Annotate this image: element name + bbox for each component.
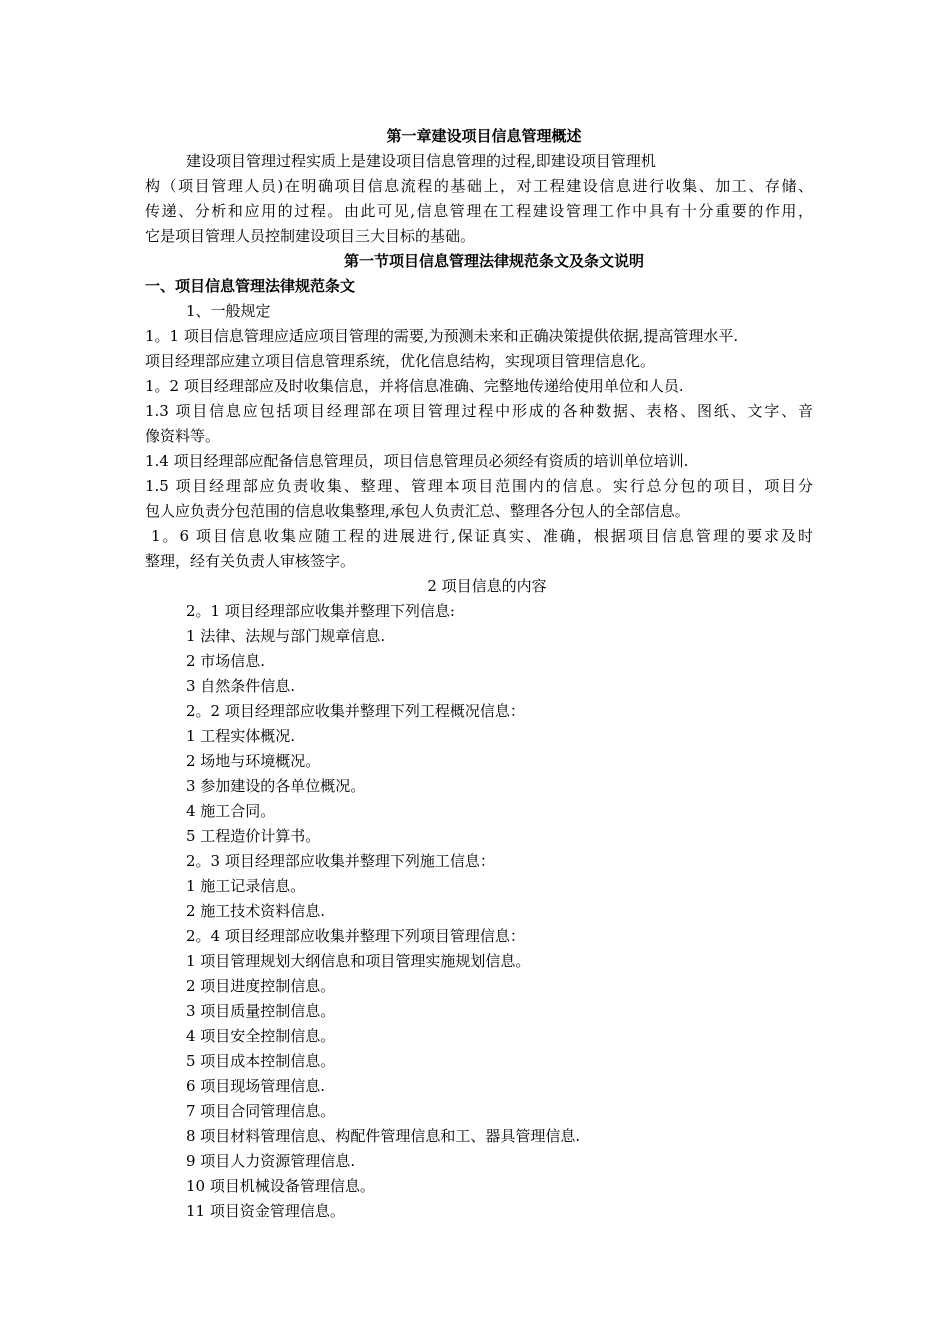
content-item: 11 项目资金管理信息。 (186, 1202, 345, 1220)
content-heading: 2 项目信息的内容 (427, 577, 547, 595)
content-item: 3 参加建设的各单位概况。 (186, 777, 366, 795)
content-item: 10 项目机械设备管理信息。 (186, 1177, 375, 1195)
intro-line-2: 构（项目管理人员)在明确项目信息流程的基础上，对工程建设信息进行收集、加工、存储、 (145, 177, 813, 195)
content-item: 6 项目现场管理信息. (186, 1077, 326, 1095)
part-heading: 一、项目信息管理法律规范条文 (145, 277, 356, 295)
content-item: 2 项目进度控制信息。 (186, 977, 336, 995)
content-item: 2。1 项目经理部应收集并整理下列信息: (186, 602, 455, 620)
content-item: 2。3 项目经理部应收集并整理下列施工信息： (186, 852, 495, 870)
content-item: 3 项目质量控制信息。 (186, 1002, 336, 1020)
content-item: 2 施工技术资料信息. (186, 902, 326, 920)
clause-1-3-cont: 像资料等。 (145, 427, 221, 445)
content-item: 2 市场信息. (186, 652, 266, 670)
content-item: 2 场地与环境概况。 (186, 752, 321, 770)
content-item: 8 项目材料管理信息、构配件管理信息和工、器具管理信息. (186, 1127, 581, 1145)
content-item: 1 项目管理规划大纲信息和项目管理实施规划信息。 (186, 952, 531, 970)
clause-1-6-cont: 整理，经有关负责人审核签字。 (145, 552, 356, 570)
intro-line-1: 建设项目管理过程实质上是建设项目信息管理的过程,即建设项目管理机 (186, 152, 656, 170)
content-item: 5 工程造价计算书。 (186, 827, 321, 845)
content-item: 4 施工合同。 (186, 802, 276, 820)
content-item: 1 施工记录信息。 (186, 877, 306, 895)
clause-1-5: 1.5 项目经理部应负责收集、整理、管理本项目范围内的信息。实行总分包的项目，项目分 (145, 477, 813, 495)
section-title: 第一节项目信息管理法律规范条文及条文说明 (343, 252, 644, 270)
content-item: 5 项目成本控制信息。 (186, 1052, 336, 1070)
content-item: 3 自然条件信息. (186, 677, 296, 695)
content-item: 2。4 项目经理部应收集并整理下列项目管理信息： (186, 927, 525, 945)
intro-line-4: 它是项目管理人员控制建设项目三大目标的基础。 (145, 227, 476, 245)
content-item: 4 项目安全控制信息。 (186, 1027, 336, 1045)
clause-1-3: 1.3 项目信息应包括项目经理部在项目管理过程中形成的各种数据、表格、图纸、文字、音 (145, 402, 813, 420)
content-item: 1 工程实体概况. (186, 727, 296, 745)
general-heading: 1、一般规定 (186, 302, 271, 320)
clause-1-4: 1.4 项目经理部应配备信息管理员，项目信息管理员必须经有资质的培训单位培训. (145, 452, 689, 470)
content-item: 1 法律、法规与部门规章信息. (186, 627, 386, 645)
chapter-title: 第一章建设项目信息管理概述 (386, 127, 582, 145)
content-item: 9 项目人力资源管理信息. (186, 1152, 356, 1170)
intro-line-3: 传递、分析和应用的过程。由此可见,信息管理在工程建设管理工作中具有十分重要的作用， (145, 202, 813, 220)
content-item: 7 项目合同管理信息。 (186, 1102, 336, 1120)
clause-1-1: 1。1 项目信息管理应适应项目管理的需要,为预测未来和正确决策提供依据,提高管理水平. (145, 327, 739, 345)
clause-1-6: 1。6 项目信息收集应随工程的进展进行,保证真实、准确，根据项目信息管理的要求及时 (151, 527, 813, 545)
content-item: 2。2 项目经理部应收集并整理下列工程概况信息： (186, 702, 525, 720)
clause-1-5-cont: 包人应负责分包范围的信息收集整理,承包人负责汇总、整理各分包人的全部信息。 (145, 502, 690, 520)
clause-1-1-cont: 项目经理部应建立项目信息管理系统，优化信息结构，实现项目管理信息化。 (145, 352, 656, 370)
clause-1-2: 1。2 项目经理部应及时收集信息，并将信息准确、完整地传递给使用单位和人员. (145, 377, 684, 395)
